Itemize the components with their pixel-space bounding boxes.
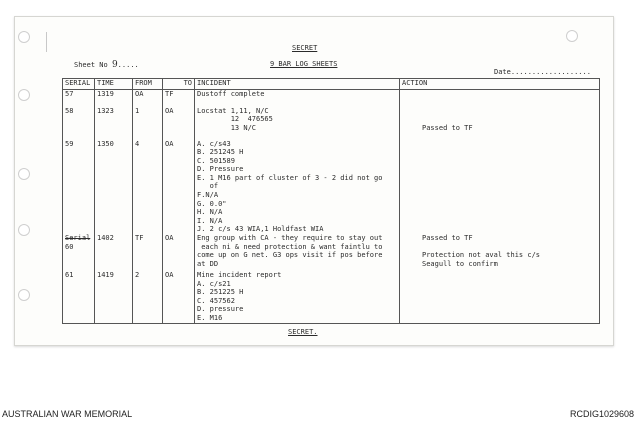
sheet-dots: ..... <box>117 61 139 69</box>
action-cell: Passed to TF <box>400 107 600 140</box>
from-cell: 2 <box>133 271 163 323</box>
incident-cell: Dustoff complete <box>195 90 400 107</box>
table-row <box>63 140 600 235</box>
action-cell <box>400 90 600 107</box>
table-row <box>63 90 600 107</box>
incident-cell: Mine incident report A. c/s21 B. 251225 H C. 457562 D. pressure E. M16 <box>195 271 400 323</box>
to-cell: OA <box>163 234 195 271</box>
date-field: Date................... <box>494 68 591 76</box>
serial-cell: 61 <box>63 271 95 323</box>
punch-hole <box>18 168 30 180</box>
sheet-title: 9 BAR LOG SHEETS <box>270 60 338 68</box>
classification-top: SECRET <box>292 44 318 52</box>
time-cell: 1402 <box>95 234 133 271</box>
footer-source: AUSTRALIAN WAR MEMORIAL <box>2 409 133 419</box>
footer-reference: RCDIG1029608 <box>569 409 634 419</box>
to-cell: TF <box>163 90 195 107</box>
header-time: TIME <box>95 79 133 90</box>
punch-hole <box>18 224 30 236</box>
serial-cell: 57 <box>63 90 95 107</box>
table-row <box>63 107 600 140</box>
serial-value: 60 <box>65 242 74 251</box>
action-cell <box>400 271 600 323</box>
sheet-label: Sheet No <box>74 61 112 69</box>
serial-cell <box>63 234 95 271</box>
time-cell: 1350 <box>95 140 133 235</box>
to-cell: OA <box>163 140 195 235</box>
serial-cell: 58 <box>63 107 95 140</box>
incident-cell: A. c/s43 B. 251245 H C. 501589 D. Pressure E. 1 M16 part of cluster of 3 - 2 did not go of F.N/A G. 0.0" H. N/A I. N/A J. 2 c/s 43 WIA,1 Holdfast WIA <box>195 140 400 235</box>
margin-rule <box>46 32 47 52</box>
header-from: FROM <box>133 79 163 90</box>
log-table <box>62 78 600 324</box>
incident-cell: Eng group with CA - they require to stay out each ni & need protection & want faintlu to come up on G net. G3 ops visit if pos before at DD <box>195 234 400 271</box>
punch-hole <box>18 89 30 101</box>
punch-hole <box>18 31 30 43</box>
time-cell: 1323 <box>95 107 133 140</box>
time-cell: 1419 <box>95 271 133 323</box>
from-cell: 4 <box>133 140 163 235</box>
sheet-value: 9 <box>111 60 118 70</box>
sheet-number <box>74 61 139 70</box>
action-cell <box>400 140 600 235</box>
punch-hole <box>18 289 30 301</box>
header-action: ACTION <box>400 79 600 90</box>
from-cell: OA <box>133 90 163 107</box>
struck-serial: Serial <box>65 234 91 243</box>
from-cell: 1 <box>133 107 163 140</box>
from-cell: TF <box>133 234 163 271</box>
to-cell: OA <box>163 271 195 323</box>
header-to: TO <box>163 79 195 90</box>
time-cell: 1319 <box>95 90 133 107</box>
action-cell: Passed to TF Protection not aval this c/s Seagull to confirm <box>400 234 600 271</box>
table-row <box>63 271 600 323</box>
table-row <box>63 234 600 271</box>
to-cell: OA <box>163 107 195 140</box>
punch-hole <box>566 30 578 42</box>
table-header <box>63 79 600 90</box>
classification-bottom: SECRET. <box>288 328 318 336</box>
serial-cell: 59 <box>63 140 95 235</box>
header-serial: SERIAL <box>63 79 95 90</box>
incident-cell: Locstat 1,11, N/C 12 476565 13 N/C <box>195 107 400 140</box>
header-incident: INCIDENT <box>195 79 400 90</box>
